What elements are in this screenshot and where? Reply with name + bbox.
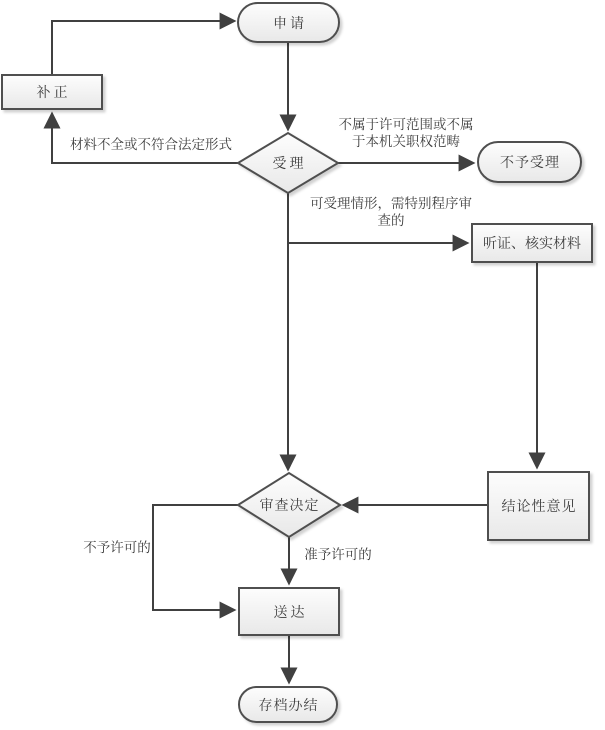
incomplete-materials-label: 材料不全或不符合法定形式 bbox=[70, 137, 232, 153]
edge-review-to-delivery-denied bbox=[153, 505, 238, 610]
edge-correction-to-apply bbox=[52, 21, 234, 74]
hearing-verify-label: 听证、核实材料 bbox=[483, 236, 581, 252]
delivery-node bbox=[239, 588, 339, 635]
correction-label: 补正 bbox=[36, 85, 71, 101]
archive-complete-node bbox=[239, 687, 337, 722]
nodes bbox=[2, 3, 592, 722]
special-procedure-line2: 查的 bbox=[377, 213, 405, 229]
conclusive-opinion-label: 结论性意见 bbox=[501, 499, 577, 515]
special-procedure-line1: 可受理情形，需特别程序审 bbox=[310, 196, 472, 212]
edges bbox=[52, 21, 537, 682]
not-accepted-label: 不予受理 bbox=[500, 155, 560, 171]
conclusive-opinion-node bbox=[488, 472, 589, 540]
review-decision-node bbox=[238, 473, 340, 537]
apply-label: 申请 bbox=[273, 15, 307, 32]
edge-accept-to-correction bbox=[52, 114, 238, 163]
review-decision-label: 审查决定 bbox=[259, 498, 320, 514]
accept-decision-node bbox=[238, 133, 338, 193]
archive-complete-label: 存档办结 bbox=[258, 697, 319, 714]
out-of-scope-line1: 不属于许可范围或不属 bbox=[338, 117, 474, 133]
delivery-label: 送达 bbox=[273, 604, 308, 621]
not-accepted-node bbox=[478, 142, 581, 182]
license-denied-label: 不予许可的 bbox=[83, 540, 151, 556]
accept-decision-label: 受理 bbox=[272, 156, 307, 172]
out-of-scope-line2: 于本机关职权范畴 bbox=[352, 134, 460, 150]
apply-node bbox=[238, 3, 339, 42]
license-granted-label: 准予许可的 bbox=[304, 547, 372, 563]
correction-node bbox=[2, 75, 102, 109]
hearing-verify-node bbox=[472, 224, 592, 262]
